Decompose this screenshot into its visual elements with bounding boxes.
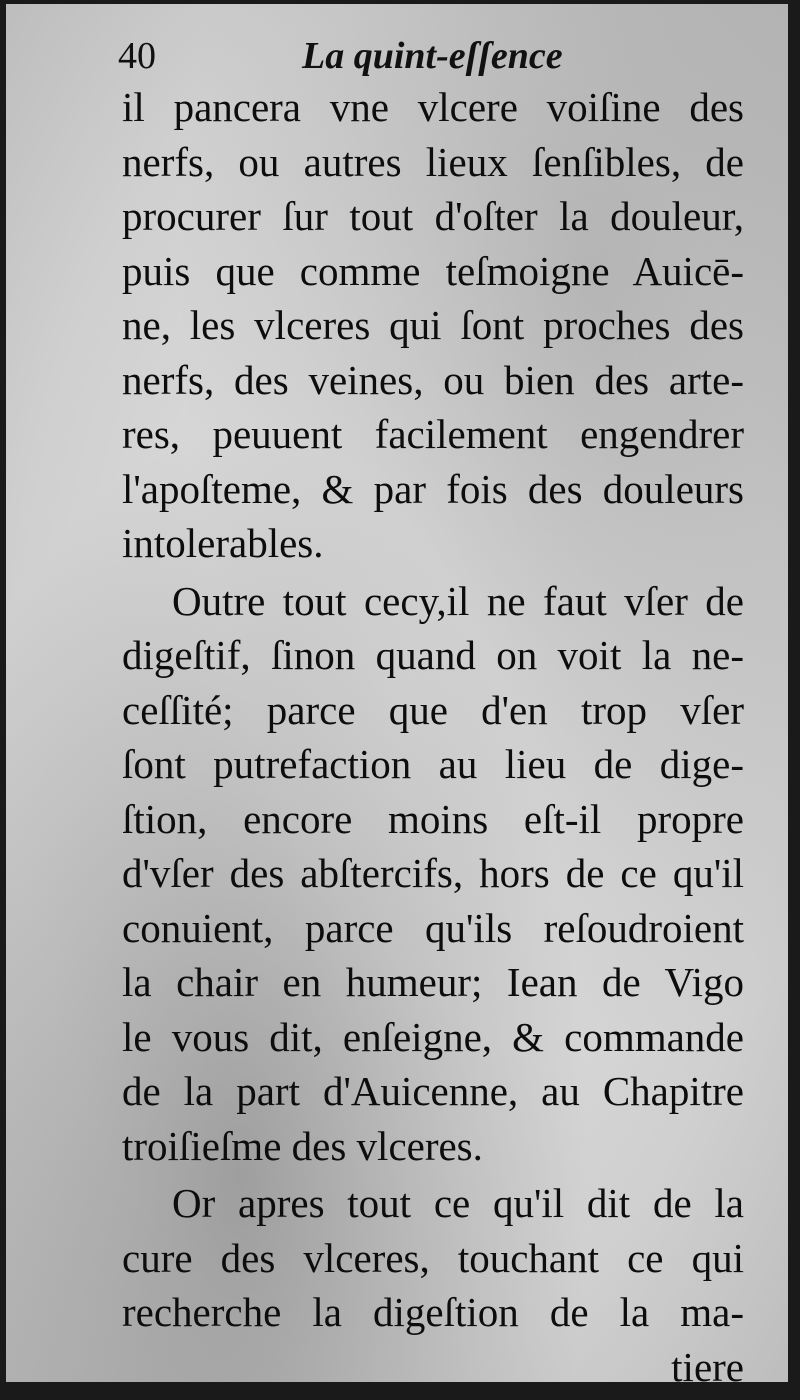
text-line: cure des vlceres, touchant ce qui <box>122 1234 744 1281</box>
text-line: ſont putrefaction au lieu de dige- <box>122 741 744 787</box>
text-line: d'vſer des abſtercifs, hors de ce qu'il <box>122 850 744 896</box>
running-title: La quint-eſſence <box>302 35 563 77</box>
text-line: de la part d'Auicenne, au Chapitre <box>122 1068 744 1114</box>
text-line: ceſſité; parce que d'en trop vſer <box>122 686 744 733</box>
text-line: troiſieſme des vlceres. <box>122 1122 483 1169</box>
text-line: recherche la digeſtion de la ma- <box>122 1289 744 1335</box>
text-line: la chair en humeur; Iean de Vigo <box>122 959 744 1005</box>
text-line: le vous dit, enſeigne, & commande <box>122 1013 744 1060</box>
book-page <box>6 4 788 1382</box>
text-line: puis que comme teſmoigne Auicē- <box>122 247 744 294</box>
text-line: conuient, parce qu'ils reſoudroient <box>122 904 744 951</box>
text-line: digeſtif, ſinon quand on voit la ne- <box>122 632 744 678</box>
paragraph-2 <box>122 574 744 1174</box>
paragraph-1 <box>122 80 744 571</box>
text-line: il pancera vne vlcere voiſine des <box>122 84 744 130</box>
text-line: procurer ſur tout d'oſter la douleur, <box>122 193 744 239</box>
catchword: tiere <box>671 1343 744 1382</box>
text-line: nerfs, des veines, ou bien des arte- <box>122 356 744 403</box>
text-line: nerfs, ou autres lieux ſenſibles, de <box>122 138 744 185</box>
text-line: ne, les vlceres qui ſont proches des <box>122 302 744 348</box>
page-number: 40 <box>118 35 156 77</box>
text-line: Or apres tout ce qu'il dit de la <box>172 1180 744 1226</box>
body-text <box>122 80 744 1382</box>
paragraph-3 <box>122 1176 744 1340</box>
text-line: ſtion, encore moins eſt-il propre <box>122 795 744 842</box>
text-line: res, peuuent facilement engendrer <box>122 411 744 457</box>
text-line: Outre tout cecy,il ne faut vſer de <box>172 577 744 624</box>
text-line: l'apoſteme, & par fois des douleurs <box>122 465 744 512</box>
page-header <box>118 34 718 80</box>
text-line: intolerables. <box>122 520 324 566</box>
